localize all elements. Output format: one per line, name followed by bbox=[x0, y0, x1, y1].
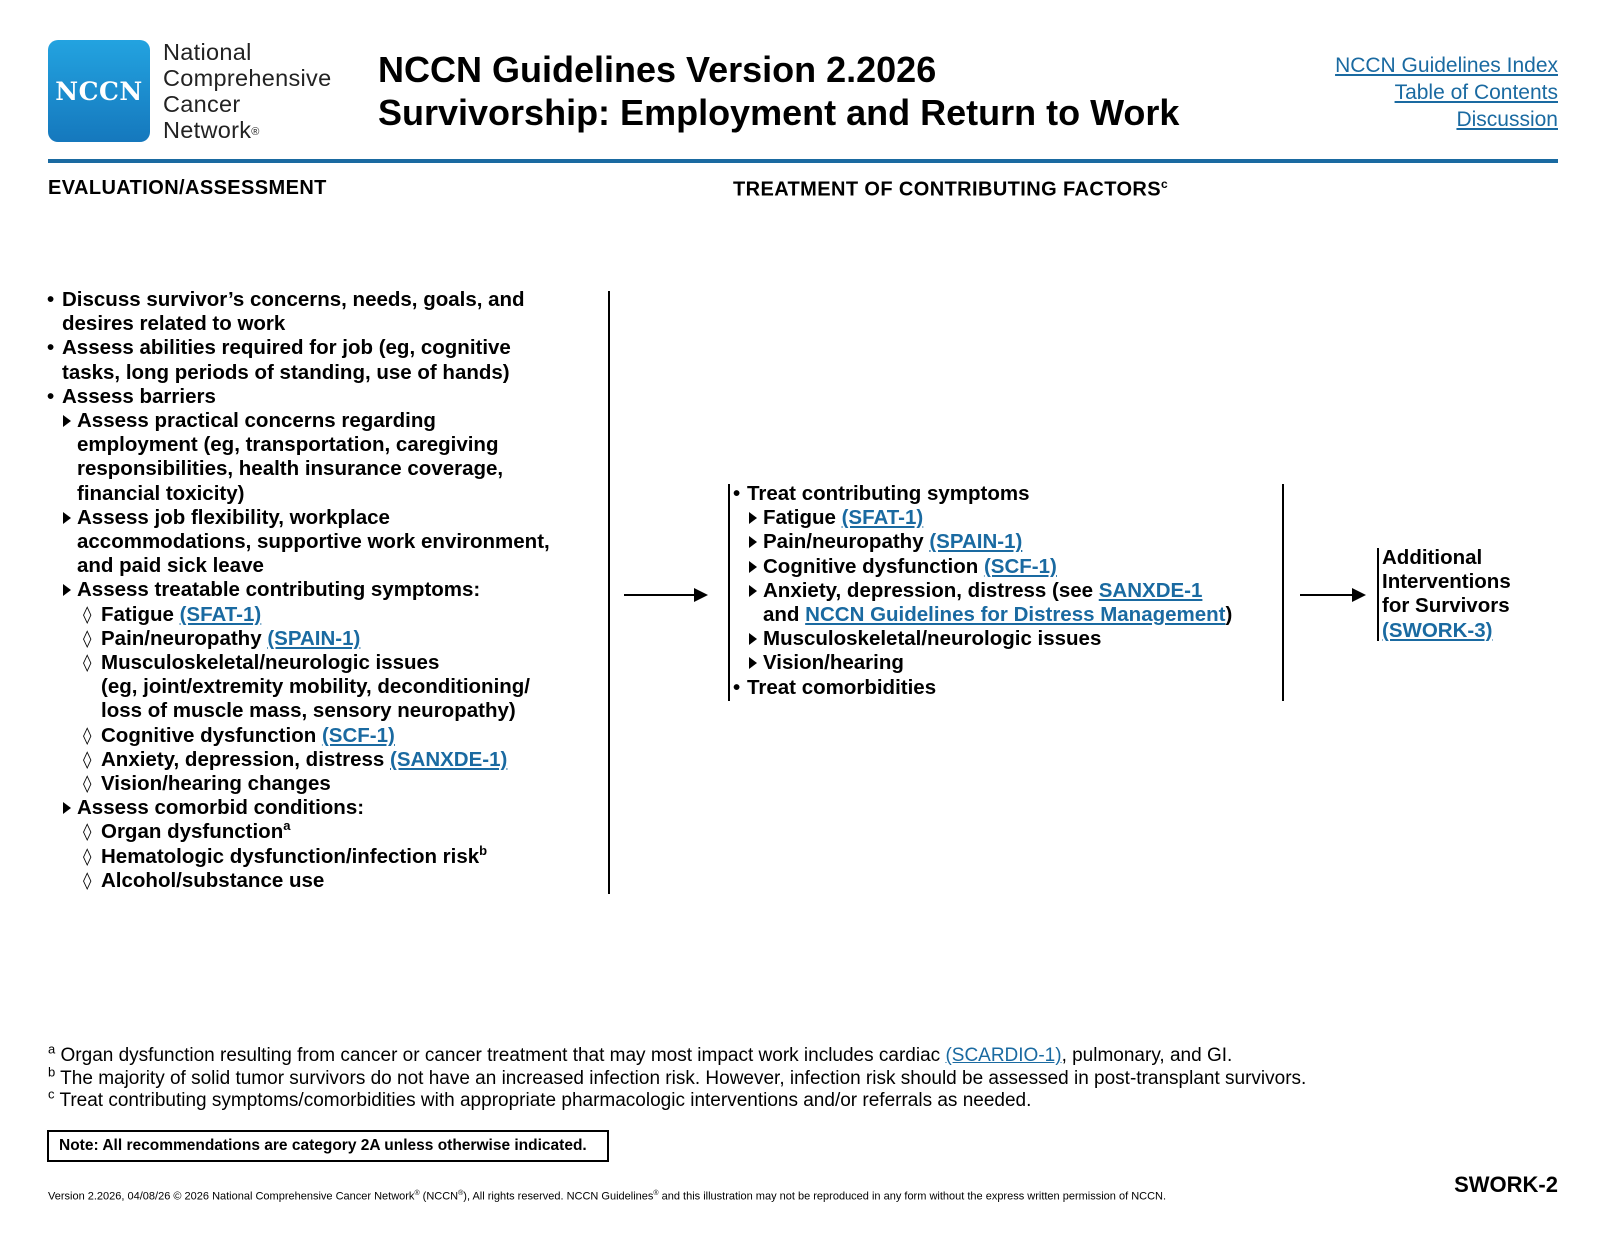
list-item-text: Assess abilities required for job (eg, cognitive bbox=[62, 336, 511, 360]
list-item: • Treat comorbidities bbox=[733, 675, 937, 699]
footnote-text: Treat contributing symptoms/comorbidities with appropriate pharmacologic interventions and/or referrals as needed. bbox=[59, 1090, 1032, 1111]
list-item-text: Vision/hearing changes bbox=[101, 772, 331, 796]
triangle-bullet-icon bbox=[749, 633, 757, 645]
list-item bbox=[47, 457, 550, 481]
footnote-text: , pulmonary, and GI. bbox=[1061, 1045, 1233, 1066]
list-item-text: desires related to work bbox=[62, 312, 286, 336]
list-item-text: Assess treatable contributing symptoms: bbox=[77, 578, 481, 602]
list-item-text: Pain/neuropathy bbox=[763, 530, 924, 554]
list-item bbox=[47, 796, 550, 820]
nccn-logo-badge bbox=[48, 40, 150, 142]
list-item-text: Vision/hearing bbox=[763, 651, 904, 675]
footnote-mark: c bbox=[48, 1086, 55, 1102]
copyright-text: and this illustration may not be reproduced in any form without the express written permission of NCCN. bbox=[658, 1190, 1167, 1203]
additional-line: Interventions bbox=[1382, 570, 1511, 594]
additional-bracket-line bbox=[1377, 548, 1379, 641]
diamond-bullet-icon: ◊ bbox=[83, 774, 92, 795]
table-of-contents-link[interactable]: Table of Contents bbox=[1394, 81, 1558, 104]
list-item-text: and paid sick leave bbox=[77, 554, 264, 578]
list-item bbox=[733, 506, 1232, 530]
list-item-text: Hematologic dysfunction/infection risk bbox=[101, 844, 480, 868]
list-item-text: Assess comorbid conditions: bbox=[77, 796, 365, 820]
sanxde-1-link[interactable]: SANXDE-1 bbox=[1098, 578, 1203, 602]
list-item-text: Assess practical concerns regarding bbox=[77, 409, 436, 433]
list-item bbox=[47, 842, 550, 869]
list-item: • Discuss survivor’s concerns, needs, goals, and bbox=[47, 288, 525, 311]
list-item-text: Treat contributing symptoms bbox=[747, 482, 1030, 505]
category-note bbox=[47, 1130, 609, 1162]
diamond-bullet-icon: ◊ bbox=[83, 628, 92, 649]
list-item bbox=[47, 869, 550, 893]
list-item bbox=[733, 603, 1232, 627]
registered-mark: ® bbox=[458, 1190, 464, 1197]
category-note-text: Note: All recommendations are category 2A unless otherwise indicated. bbox=[59, 1137, 587, 1154]
copyright-line bbox=[48, 1190, 1166, 1203]
scf-1-link[interactable]: (SCF-1) bbox=[321, 723, 395, 747]
title-line-2: Survivorship: Employment and Return to Work bbox=[378, 92, 1180, 133]
evaluation-bracket-line bbox=[608, 291, 610, 894]
list-item bbox=[47, 724, 550, 748]
list-item bbox=[47, 675, 550, 699]
list-item-text: and bbox=[763, 603, 800, 627]
footnote-ref-c: c bbox=[1161, 177, 1169, 191]
footnote-text: The majority of solid tumor survivors do not have an increased infection risk. However, infection risk should be assessed in post-transplant survivors. bbox=[60, 1067, 1307, 1089]
registered-mark: ® bbox=[251, 126, 260, 138]
list-item-text: Pain/neuropathy bbox=[101, 626, 262, 650]
logo-badge-text: NCCN bbox=[55, 76, 143, 106]
footnotes bbox=[48, 1041, 1307, 1113]
evaluation-list bbox=[47, 288, 550, 893]
list-item-text: Assess barriers bbox=[62, 384, 216, 408]
treatment-heading-text: TREATMENT OF CONTRIBUTING FACTORS bbox=[733, 178, 1161, 201]
list-item-text: Anxiety, depression, distress (see bbox=[763, 578, 1094, 602]
treatment-right-bracket-line bbox=[1282, 484, 1284, 701]
list-item bbox=[47, 603, 550, 627]
list-item-text: accommodations, supportive work environment, bbox=[77, 530, 550, 554]
list-item bbox=[47, 772, 550, 796]
logo-name-line: National bbox=[163, 39, 252, 65]
list-item-text: responsibilities, health insurance coverage, bbox=[77, 457, 504, 481]
list-item-text: Alcohol/substance use bbox=[101, 868, 325, 892]
list-item bbox=[47, 627, 550, 651]
diamond-bullet-icon: ◊ bbox=[83, 870, 92, 891]
list-item: • Treat contributing symptoms bbox=[733, 482, 1030, 505]
list-item bbox=[733, 627, 1232, 651]
footnote-ref-a: a bbox=[283, 818, 291, 834]
footnote-a bbox=[48, 1041, 1306, 1068]
copyright-text: Version 2.2026, 04/08/26 © 2026 National Comprehensive Cancer Network bbox=[48, 1190, 415, 1203]
list-item-text: Organ dysfunction bbox=[101, 820, 284, 844]
triangle-bullet-icon bbox=[63, 584, 71, 596]
diamond-bullet-icon: ◊ bbox=[83, 749, 92, 770]
list-item bbox=[733, 530, 1232, 554]
additional-line: for Survivors bbox=[1382, 594, 1510, 618]
nccn-logo-name bbox=[163, 39, 331, 143]
footnote-b bbox=[48, 1064, 1307, 1091]
additional-interventions bbox=[1382, 546, 1511, 643]
list-item bbox=[733, 579, 1232, 603]
list-item-text: Cognitive dysfunction bbox=[101, 723, 317, 747]
list-item-text: Assess job flexibility, workplace bbox=[77, 505, 390, 529]
logo-name-line: Network bbox=[163, 117, 252, 143]
list-item-text: Fatigue bbox=[763, 506, 836, 530]
footnote-ref-b: b bbox=[479, 842, 488, 858]
list-item bbox=[733, 555, 1232, 579]
discussion-link[interactable]: Discussion bbox=[1456, 108, 1558, 131]
list-item bbox=[47, 651, 550, 675]
list-item-text: Musculoskeletal/neurologic issues bbox=[763, 627, 1102, 651]
footnote-c bbox=[48, 1086, 1306, 1113]
swork-3-link[interactable]: (SWORK-3) bbox=[1382, 618, 1493, 642]
footnote-mark: a bbox=[48, 1041, 56, 1057]
triangle-bullet-icon bbox=[63, 512, 71, 524]
list-item bbox=[47, 409, 550, 433]
header-divider bbox=[48, 159, 1558, 163]
footnote-mark: b bbox=[48, 1064, 56, 1080]
diamond-bullet-icon: ◊ bbox=[83, 604, 92, 625]
list-item-text: loss of muscle mass, sensory neuropathy) bbox=[101, 699, 516, 723]
diamond-bullet-icon: ◊ bbox=[83, 846, 92, 867]
triangle-bullet-icon bbox=[749, 536, 757, 548]
treatment-left-bracket-line bbox=[728, 484, 730, 701]
list-item-text: (eg, joint/extremity mobility, deconditioning/ bbox=[101, 675, 530, 699]
copyright-text: ), All rights reserved. NCCN Guidelines bbox=[463, 1190, 654, 1203]
triangle-bullet-icon bbox=[63, 415, 71, 427]
list-item bbox=[47, 530, 550, 554]
list-item-text: financial toxicity) bbox=[77, 481, 245, 505]
header-links bbox=[1335, 52, 1558, 133]
list-item bbox=[47, 361, 550, 385]
list-item-text: ) bbox=[1225, 603, 1233, 627]
triangle-bullet-icon bbox=[63, 802, 71, 814]
scf-1-link[interactable]: (SCF-1) bbox=[983, 554, 1057, 578]
distress-management-link[interactable]: NCCN Guidelines for Distress Management bbox=[805, 603, 1226, 627]
list-item bbox=[733, 651, 1232, 675]
list-item-text: Cognitive dysfunction bbox=[763, 554, 979, 578]
arrow-right-icon bbox=[624, 594, 704, 596]
sanxde-1-link[interactable]: (SANXDE-1) bbox=[390, 747, 508, 771]
additional-line: Additional bbox=[1382, 546, 1483, 569]
logo-name-line: Comprehensive bbox=[163, 65, 332, 91]
page-code: SWORK-2 bbox=[1454, 1172, 1558, 1197]
spain-1-link[interactable]: (SPAIN-1) bbox=[929, 530, 1023, 554]
spain-1-link[interactable]: (SPAIN-1) bbox=[267, 626, 361, 650]
list-item bbox=[47, 312, 550, 336]
registered-mark: ® bbox=[414, 1190, 420, 1197]
diamond-bullet-icon: ◊ bbox=[83, 822, 92, 843]
list-item bbox=[47, 433, 550, 457]
evaluation-heading: EVALUATION/ASSESSMENT bbox=[48, 177, 327, 199]
list-item bbox=[47, 820, 550, 844]
list-item-text: Musculoskeletal/neurologic issues bbox=[101, 651, 440, 675]
triangle-bullet-icon bbox=[749, 561, 757, 573]
list-item-text: Treat comorbidities bbox=[747, 675, 937, 699]
arrow-right-icon bbox=[1300, 594, 1362, 596]
list-item-text: tasks, long periods of standing, use of hands) bbox=[62, 360, 510, 384]
list-item-text: Discuss survivor’s concerns, needs, goals, and bbox=[62, 288, 525, 311]
copyright-text: (NCCN bbox=[419, 1190, 459, 1203]
list-item bbox=[47, 506, 550, 530]
list-item-text: Anxiety, depression, distress bbox=[101, 747, 385, 771]
list-item bbox=[47, 554, 550, 578]
list-item bbox=[47, 699, 550, 723]
treatment-heading bbox=[733, 177, 1168, 202]
list-item bbox=[47, 482, 550, 506]
scardio-1-link[interactable]: (SCARDIO-1) bbox=[945, 1045, 1062, 1066]
logo-name-line: Cancer bbox=[163, 91, 241, 117]
page-title bbox=[378, 48, 1179, 134]
registered-mark: ® bbox=[653, 1190, 659, 1197]
guidelines-index-link[interactable]: NCCN Guidelines Index bbox=[1335, 54, 1558, 77]
triangle-bullet-icon bbox=[749, 512, 757, 524]
diamond-bullet-icon: ◊ bbox=[83, 653, 92, 674]
diamond-bullet-icon: ◊ bbox=[83, 725, 92, 746]
title-line-1: NCCN Guidelines Version 2.2026 bbox=[378, 49, 937, 90]
footnote-text: Organ dysfunction resulting from cancer or cancer treatment that may most impact work includes cardiac bbox=[60, 1045, 941, 1066]
sfat-1-link[interactable]: (SFAT-1) bbox=[841, 506, 924, 530]
sfat-1-link[interactable]: (SFAT-1) bbox=[179, 602, 262, 626]
list-item-text: Fatigue bbox=[101, 602, 174, 626]
list-item: • Assess abilities required for job (eg, cognitive bbox=[47, 336, 511, 360]
triangle-bullet-icon bbox=[749, 657, 757, 669]
list-item bbox=[47, 578, 550, 602]
triangle-bullet-icon bbox=[749, 585, 757, 597]
treatment-list bbox=[733, 482, 1232, 700]
list-item bbox=[47, 748, 550, 772]
list-item: • Assess barriers bbox=[47, 384, 216, 408]
list-item-text: employment (eg, transportation, caregiving bbox=[77, 433, 499, 457]
